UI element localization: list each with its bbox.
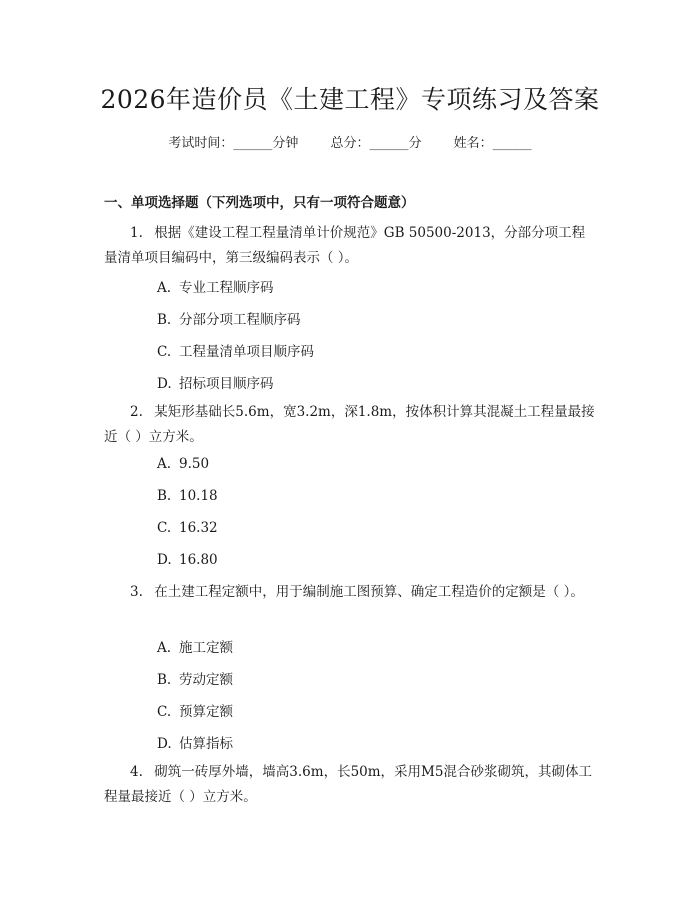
question-number: 3. bbox=[130, 584, 143, 600]
option-b bbox=[157, 488, 218, 504]
question-number: 1. bbox=[130, 225, 143, 241]
score-blank: ______ bbox=[369, 136, 409, 151]
option-d bbox=[157, 372, 274, 392]
option-a bbox=[157, 276, 274, 296]
option-a bbox=[157, 456, 209, 472]
question-1 bbox=[104, 221, 598, 271]
option-text: 专业工程顺序码 bbox=[179, 280, 274, 296]
question-number: 2. bbox=[130, 404, 143, 420]
option-label: A. bbox=[157, 640, 172, 656]
question-2 bbox=[104, 400, 598, 450]
exam-time bbox=[168, 136, 302, 151]
question-3 bbox=[104, 580, 598, 605]
option-label: B. bbox=[157, 312, 172, 328]
option-text: 预算定额 bbox=[179, 704, 233, 720]
question-number: 4. bbox=[130, 764, 143, 780]
option-text: 工程量清单项目顺序码 bbox=[179, 344, 314, 360]
option-d bbox=[157, 552, 218, 568]
option-text: 施工定额 bbox=[179, 640, 233, 656]
option-label: B. bbox=[157, 488, 172, 504]
question-text: 砌筑一砖厚外墙，墙高3.6m，长50m，采用M5混合砂浆砌筑，其砌体工程量最接近（ ）立方米。 bbox=[104, 764, 592, 805]
question-4 bbox=[104, 760, 598, 810]
page-title: 2026年造价员《土建工程》专项练习及答案 bbox=[100, 85, 600, 114]
option-text: 10.18 bbox=[179, 488, 218, 504]
option-text: 劳动定额 bbox=[179, 672, 233, 688]
option-label: A. bbox=[157, 456, 172, 472]
option-text: 分部分项工程顺序码 bbox=[179, 312, 301, 328]
option-c bbox=[157, 700, 233, 720]
name-blank: ______ bbox=[492, 136, 532, 151]
name-label: 姓名： bbox=[453, 136, 493, 151]
exam-score bbox=[330, 136, 425, 151]
option-label: C. bbox=[157, 520, 172, 536]
time-unit: 分钟 bbox=[272, 136, 299, 151]
question-text: 某矩形基础长5.6m，宽3.2m，深1.8m，按体积计算其混凝土工程量最接近（ ）立方米。 bbox=[104, 404, 595, 445]
option-a bbox=[157, 636, 233, 656]
option-c bbox=[157, 340, 314, 360]
exam-meta bbox=[0, 132, 700, 151]
option-text: 9.50 bbox=[179, 456, 210, 472]
question-text: 在土建工程定额中，用于编制施工图预算、确定工程造价的定额是（ ）。 bbox=[154, 584, 584, 600]
score-label: 总分： bbox=[330, 136, 370, 151]
option-label: C. bbox=[157, 344, 172, 360]
option-label: D. bbox=[157, 736, 172, 752]
option-label: D. bbox=[157, 376, 172, 392]
option-label: C. bbox=[157, 704, 172, 720]
option-text: 16.80 bbox=[179, 552, 218, 568]
option-label: A. bbox=[157, 280, 172, 296]
option-text: 估算指标 bbox=[179, 736, 233, 752]
section-heading: 一、单项选择题（下列选项中，只有一项符合题意） bbox=[104, 195, 415, 211]
option-label: B. bbox=[157, 672, 172, 688]
option-d bbox=[157, 732, 233, 752]
question-text: 根据《建设工程工程量清单计价规范》GB 50500-2013，分部分项工程量清单项目编码中，第三级编码表示（ ）。 bbox=[104, 225, 586, 266]
time-label: 考试时间： bbox=[168, 136, 234, 151]
option-text: 16.32 bbox=[179, 520, 218, 536]
score-unit: 分 bbox=[408, 136, 422, 151]
exam-name bbox=[454, 136, 532, 151]
option-b bbox=[157, 668, 233, 688]
option-text: 招标项目顺序码 bbox=[179, 376, 274, 392]
time-blank: ______ bbox=[233, 136, 273, 151]
option-label: D. bbox=[157, 552, 172, 568]
option-c bbox=[157, 520, 218, 536]
option-b bbox=[157, 308, 301, 328]
